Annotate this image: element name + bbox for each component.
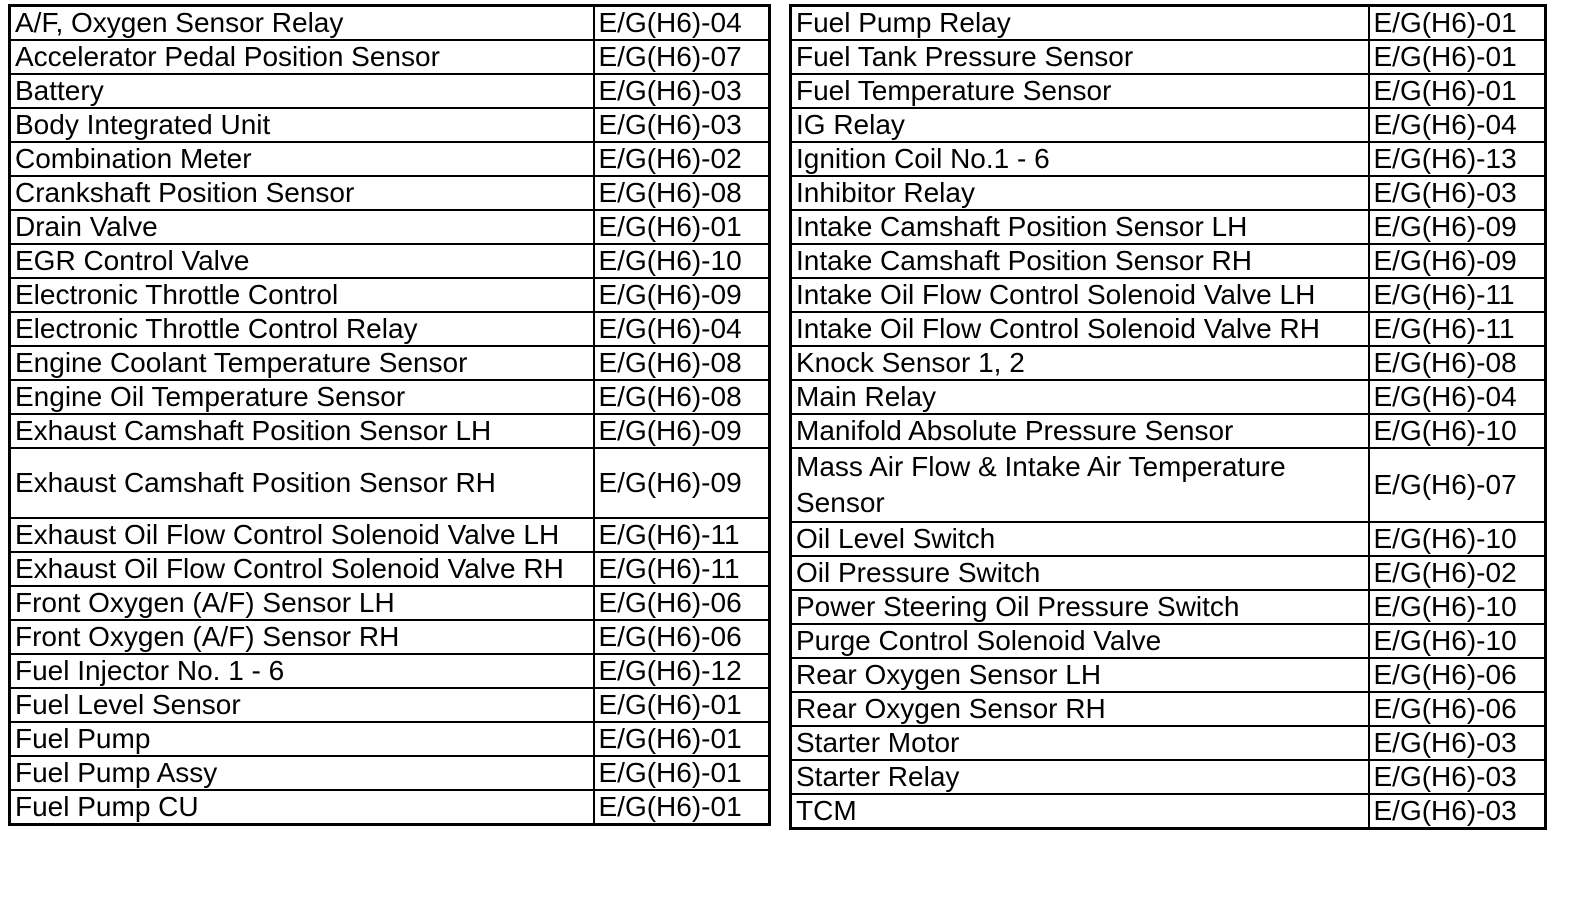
component-name: Inhibitor Relay [791, 176, 1369, 210]
table-row [10, 552, 770, 586]
component-name: Body Integrated Unit [10, 108, 594, 142]
table-row [791, 40, 1546, 74]
component-name: Fuel Pump Relay [791, 6, 1369, 41]
component-name: Crankshaft Position Sensor [10, 176, 594, 210]
component-name: Intake Oil Flow Control Solenoid Valve RH [791, 312, 1369, 346]
component-name: IG Relay [791, 108, 1369, 142]
diagram-reference: E/G(H6)-09 [594, 448, 770, 518]
diagram-reference: E/G(H6)-01 [594, 688, 770, 722]
table-row [10, 414, 770, 448]
diagram-reference: E/G(H6)-04 [1369, 108, 1546, 142]
component-name: Engine Oil Temperature Sensor [10, 380, 594, 414]
table-row [10, 74, 770, 108]
component-name: Manifold Absolute Pressure Sensor [791, 414, 1369, 448]
diagram-reference: E/G(H6)-01 [1369, 74, 1546, 108]
diagram-reference: E/G(H6)-10 [1369, 522, 1546, 556]
table-row [791, 6, 1546, 41]
component-name: Exhaust Camshaft Position Sensor RH [10, 448, 594, 518]
table-row [791, 658, 1546, 692]
component-name: A/F, Oxygen Sensor Relay [10, 6, 594, 41]
table-row [791, 726, 1546, 760]
component-name: Power Steering Oil Pressure Switch [791, 590, 1369, 624]
table-row [10, 448, 770, 518]
diagram-reference: E/G(H6)-10 [1369, 624, 1546, 658]
table-row [10, 176, 770, 210]
diagram-reference: E/G(H6)-07 [594, 40, 770, 74]
diagram-reference: E/G(H6)-07 [1369, 448, 1546, 522]
table-row [791, 760, 1546, 794]
table-row [791, 142, 1546, 176]
component-name: Intake Camshaft Position Sensor LH [791, 210, 1369, 244]
component-name: Fuel Pump CU [10, 790, 594, 825]
table-row [10, 142, 770, 176]
component-name: Purge Control Solenoid Valve [791, 624, 1369, 658]
table-row [791, 176, 1546, 210]
table-row [10, 586, 770, 620]
diagram-reference: E/G(H6)-09 [1369, 244, 1546, 278]
diagram-reference: E/G(H6)-01 [594, 756, 770, 790]
table-row [10, 518, 770, 552]
component-name: Fuel Pump [10, 722, 594, 756]
left-component-index-table [8, 4, 771, 826]
component-name: EGR Control Valve [10, 244, 594, 278]
component-name: Combination Meter [10, 142, 594, 176]
diagram-reference: E/G(H6)-11 [594, 552, 770, 586]
diagram-reference: E/G(H6)-02 [594, 142, 770, 176]
table-row [791, 522, 1546, 556]
diagram-reference: E/G(H6)-09 [1369, 210, 1546, 244]
table-row [10, 312, 770, 346]
component-name: TCM [791, 794, 1369, 829]
component-name: Oil Level Switch [791, 522, 1369, 556]
right-component-index-table [789, 4, 1547, 830]
diagram-reference: E/G(H6)-08 [1369, 346, 1546, 380]
diagram-reference: E/G(H6)-13 [1369, 142, 1546, 176]
table-row [10, 278, 770, 312]
diagram-reference: E/G(H6)-04 [594, 6, 770, 41]
diagram-reference: E/G(H6)-06 [594, 620, 770, 654]
component-name: Exhaust Camshaft Position Sensor LH [10, 414, 594, 448]
diagram-reference: E/G(H6)-06 [1369, 658, 1546, 692]
component-name: Intake Oil Flow Control Solenoid Valve LH [791, 278, 1369, 312]
component-name: Starter Relay [791, 760, 1369, 794]
table-row [10, 210, 770, 244]
diagram-reference: E/G(H6)-03 [1369, 794, 1546, 829]
component-name: Rear Oxygen Sensor RH [791, 692, 1369, 726]
component-name: Starter Motor [791, 726, 1369, 760]
table-row [791, 794, 1546, 829]
diagram-reference: E/G(H6)-11 [594, 518, 770, 552]
component-name: Oil Pressure Switch [791, 556, 1369, 590]
table-row [791, 346, 1546, 380]
diagram-reference: E/G(H6)-11 [1369, 312, 1546, 346]
table-row [10, 244, 770, 278]
table-row [791, 74, 1546, 108]
diagram-reference: E/G(H6)-08 [594, 346, 770, 380]
table-row [10, 688, 770, 722]
diagram-reference: E/G(H6)-03 [1369, 726, 1546, 760]
component-name: Front Oxygen (A/F) Sensor RH [10, 620, 594, 654]
diagram-reference: E/G(H6)-09 [594, 414, 770, 448]
diagram-reference: E/G(H6)-04 [594, 312, 770, 346]
component-name: Front Oxygen (A/F) Sensor LH [10, 586, 594, 620]
component-name: Engine Coolant Temperature Sensor [10, 346, 594, 380]
table-row [791, 312, 1546, 346]
component-name: Fuel Injector No. 1 - 6 [10, 654, 594, 688]
diagram-reference: E/G(H6)-08 [594, 176, 770, 210]
component-name: Electronic Throttle Control Relay [10, 312, 594, 346]
diagram-reference: E/G(H6)-08 [594, 380, 770, 414]
diagram-reference: E/G(H6)-11 [1369, 278, 1546, 312]
component-name: Fuel Pump Assy [10, 756, 594, 790]
table-row [791, 210, 1546, 244]
diagram-reference: E/G(H6)-03 [594, 108, 770, 142]
table-row [791, 448, 1546, 522]
table-row [10, 654, 770, 688]
diagram-reference: E/G(H6)-10 [594, 244, 770, 278]
diagram-reference: E/G(H6)-12 [594, 654, 770, 688]
table-row [791, 108, 1546, 142]
component-name: Knock Sensor 1, 2 [791, 346, 1369, 380]
table-row [10, 6, 770, 41]
diagram-reference: E/G(H6)-01 [594, 790, 770, 825]
component-name: Main Relay [791, 380, 1369, 414]
table-row [791, 692, 1546, 726]
component-name: Electronic Throttle Control [10, 278, 594, 312]
table-row [791, 556, 1546, 590]
component-name: Fuel Temperature Sensor [791, 74, 1369, 108]
table-row [791, 590, 1546, 624]
diagram-reference: E/G(H6)-01 [594, 722, 770, 756]
component-name: Rear Oxygen Sensor LH [791, 658, 1369, 692]
table-row [10, 620, 770, 654]
table-row [791, 278, 1546, 312]
table-row [10, 756, 770, 790]
table-row [791, 244, 1546, 278]
component-name: Intake Camshaft Position Sensor RH [791, 244, 1369, 278]
component-name: Fuel Level Sensor [10, 688, 594, 722]
table-row [791, 414, 1546, 448]
table-row [10, 722, 770, 756]
component-name: Drain Valve [10, 210, 594, 244]
diagram-reference: E/G(H6)-01 [1369, 6, 1546, 41]
table-row [791, 380, 1546, 414]
component-name: Fuel Tank Pressure Sensor [791, 40, 1369, 74]
table-row [10, 40, 770, 74]
table-row [10, 108, 770, 142]
diagram-reference: E/G(H6)-10 [1369, 590, 1546, 624]
table-row [10, 380, 770, 414]
diagram-reference: E/G(H6)-06 [594, 586, 770, 620]
diagram-reference: E/G(H6)-01 [1369, 40, 1546, 74]
table-row [791, 624, 1546, 658]
diagram-reference: E/G(H6)-03 [1369, 760, 1546, 794]
table-row [10, 346, 770, 380]
diagram-reference: E/G(H6)-02 [1369, 556, 1546, 590]
component-name: Accelerator Pedal Position Sensor [10, 40, 594, 74]
component-name: Battery [10, 74, 594, 108]
table-row [10, 790, 770, 825]
component-name: Exhaust Oil Flow Control Solenoid Valve RH [10, 552, 594, 586]
diagram-reference: E/G(H6)-10 [1369, 414, 1546, 448]
diagram-reference: E/G(H6)-04 [1369, 380, 1546, 414]
component-name: Mass Air Flow & Intake Air Temperature Sensor [791, 448, 1369, 522]
diagram-reference: E/G(H6)-03 [1369, 176, 1546, 210]
component-name: Ignition Coil No.1 - 6 [791, 142, 1369, 176]
diagram-reference: E/G(H6)-09 [594, 278, 770, 312]
diagram-reference: E/G(H6)-01 [594, 210, 770, 244]
diagram-reference: E/G(H6)-06 [1369, 692, 1546, 726]
diagram-reference: E/G(H6)-03 [594, 74, 770, 108]
component-name: Exhaust Oil Flow Control Solenoid Valve LH [10, 518, 594, 552]
